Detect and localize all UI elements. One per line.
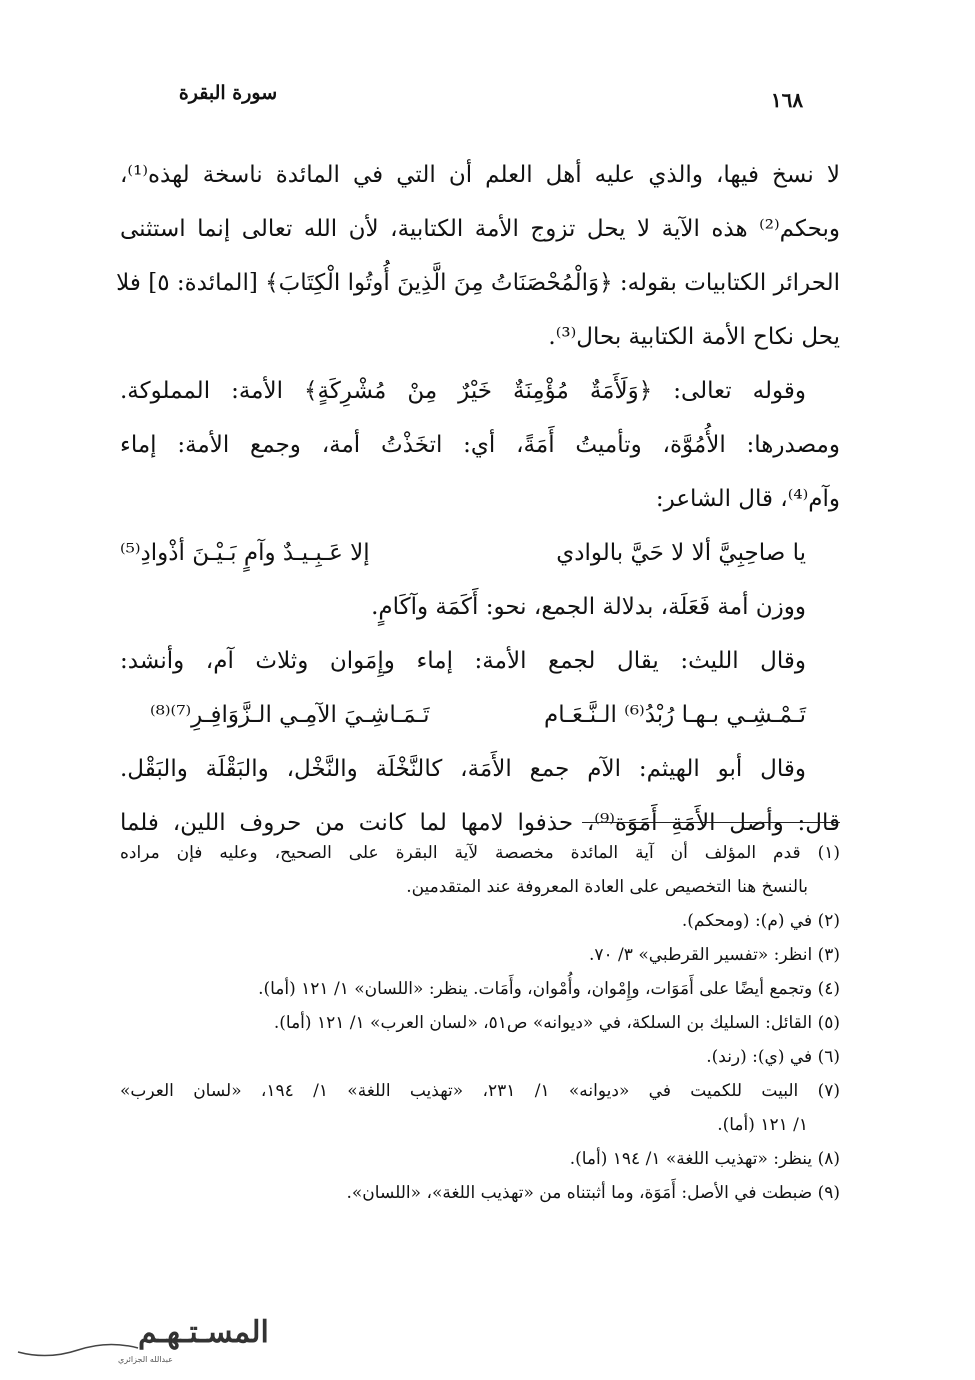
footnote-text: القائل: السليك بن السلكة، في «ديوانه» ص٥١، «لسان العرب» ١/ ١٢١ (أما). <box>273 1013 813 1033</box>
footnote <box>120 1176 840 1210</box>
poem-first-hemistich: يا صاحِبِيَّ ألا لا حَيَّ بالوادي <box>556 540 806 566</box>
text-line: الحرائر الكتابيات بقوله: ﴿وَالْمُحْصَنَاتُ مِنَ الَّذِينَ أُوتُوا الْكِتَابَ﴾ [المائدة: ٥] فلا <box>116 270 840 296</box>
text-line: وقال الليث: يقال لجمع الأمة: إماء وإِمَوان وثلاث آم، وأنشد: <box>120 648 806 674</box>
poem-verse <box>120 526 840 580</box>
footnote <box>120 972 840 1006</box>
poem-first-hemistich: تَـمْـشِـي بـهـا رُبْدُ⁽⁶⁾ الـنَّـعَـام <box>543 702 806 728</box>
text-line: وقوله تعالى: ﴿وَلَأَمَةٌ مُؤْمِنَةٌ خَيْرٌ مِنْ مُشْرِكَةٍ﴾ الأمة: المملوكة. <box>120 378 806 404</box>
footnote <box>120 1074 840 1108</box>
footnote-text: قدم المؤلف أن آية المائدة مخصصة لآية البقرة على الصحيح، وعليه فإن مراده <box>120 843 801 863</box>
logo-flourish <box>18 1344 138 1355</box>
text-line: وبحكم⁽²⁾ هذه الآية لا يحل تزوج الأمة الكتابية، لأن الله تعالى إنما استثنى <box>120 216 840 242</box>
text-line: وقال أبو الهيثم: الآم جمع الأَمَة، كالنَّخْلَة والنَّخْل، والبَقْلَة والبَقْل. <box>120 756 806 782</box>
logo-text: المسـتـهـم <box>138 1315 269 1350</box>
footnotes <box>120 836 840 1210</box>
footnote-continuation: ١/ ١٢١ (أما). <box>717 1115 808 1135</box>
footnote-text: البيت للكميت في «ديوانه» ١/ ٢٣١، «تهذيب اللغة» ١/ ١٩٤، «لسان العرب» <box>120 1081 799 1101</box>
main-text <box>116 148 840 850</box>
footnote-label: (٥) <box>817 1013 840 1033</box>
footnote-label: (٢) <box>817 911 840 931</box>
footnote-text: في (م): (ومحكم). <box>681 911 813 931</box>
footnote-label: (٤) <box>817 979 840 999</box>
footnote-label: (٨) <box>817 1149 840 1169</box>
footnote-continuation: بالنسخ هنا التخصيص على العادة المعروفة عند المتقدمين. <box>406 877 808 897</box>
footnote-divider <box>582 822 840 823</box>
text-line: ووزن أمة فَعَلَة، بدلالة الجمع، نحو: أَكَمَة وآكَامٍ. <box>371 594 806 620</box>
footnote <box>120 1142 840 1176</box>
footnote-text: في (ي): (رند). <box>706 1047 813 1067</box>
footnote <box>120 904 840 938</box>
poem-second-hemistich: إلا عَـبِـيـدٌ وآمٍ بَـيْـنَ أذْوادِ⁽⁵⁾ <box>120 540 370 566</box>
poem-verse <box>120 688 840 742</box>
text-line: يحل نكاح الأمة الكتابية بحال⁽³⁾. <box>548 324 840 350</box>
footnote <box>120 938 840 972</box>
footnote-text: ضبطت في الأصل: أَمَوَة، وما أثبتناه من «تهذيب اللغة»، «اللسان». <box>346 1183 813 1203</box>
text-line: لا نسخ فيها، والذي عليه أهل العلم أن التي في المائدة ناسخة لهذه⁽¹⁾، <box>120 162 840 188</box>
footnote-label: (٣) <box>817 945 840 965</box>
logo-subtext: عبدالله الجزائري <box>118 1355 173 1364</box>
footnote <box>120 1006 840 1040</box>
footnote <box>120 1040 840 1074</box>
text-line: قال: وأصل الأَمَةِ أَمَوَة⁽⁹⁾، حذفوا لامها لما كانت من حروف اللين، فلما <box>120 810 840 836</box>
footnote-text: انظر: «تفسير القرطبي» ٣/ ٧٠. <box>588 945 813 965</box>
watermark-logo <box>8 1300 269 1368</box>
footnote-label: (٩) <box>817 1183 840 1203</box>
footnote <box>120 836 840 870</box>
text-line: ومصدرها: الأُمُوَّة، وتأميتُ أَمَةً، أي: اتخَذْتُ أمة، وجمع الأمة: إماء <box>120 432 840 458</box>
footnote-label: (١) <box>817 843 841 863</box>
footnote-text: وتجمع أيضًا على أَمَوَات، وإِمْوان، وأُمْوان، وأَمَات. ينظر: «اللسان» ١/ ١٢١ (أما). <box>258 979 813 999</box>
footnote-label: (٦) <box>817 1047 840 1067</box>
page-number: ١٦٨ <box>770 88 804 112</box>
running-title: سورة البقرة <box>178 82 278 104</box>
poem-second-hemistich: تَـمَـاشِـيَ الآمِـي الـزَّوَافِـرِ⁽⁷⁾⁽⁸⁾ <box>150 702 430 728</box>
footnote-text: ينظر: «تهذيب اللغة» ١/ ١٩٤ (أما). <box>569 1149 813 1169</box>
footnote-label: (٧) <box>817 1081 841 1101</box>
text-line: وآم⁽⁴⁾، قال الشاعر: <box>655 486 840 512</box>
